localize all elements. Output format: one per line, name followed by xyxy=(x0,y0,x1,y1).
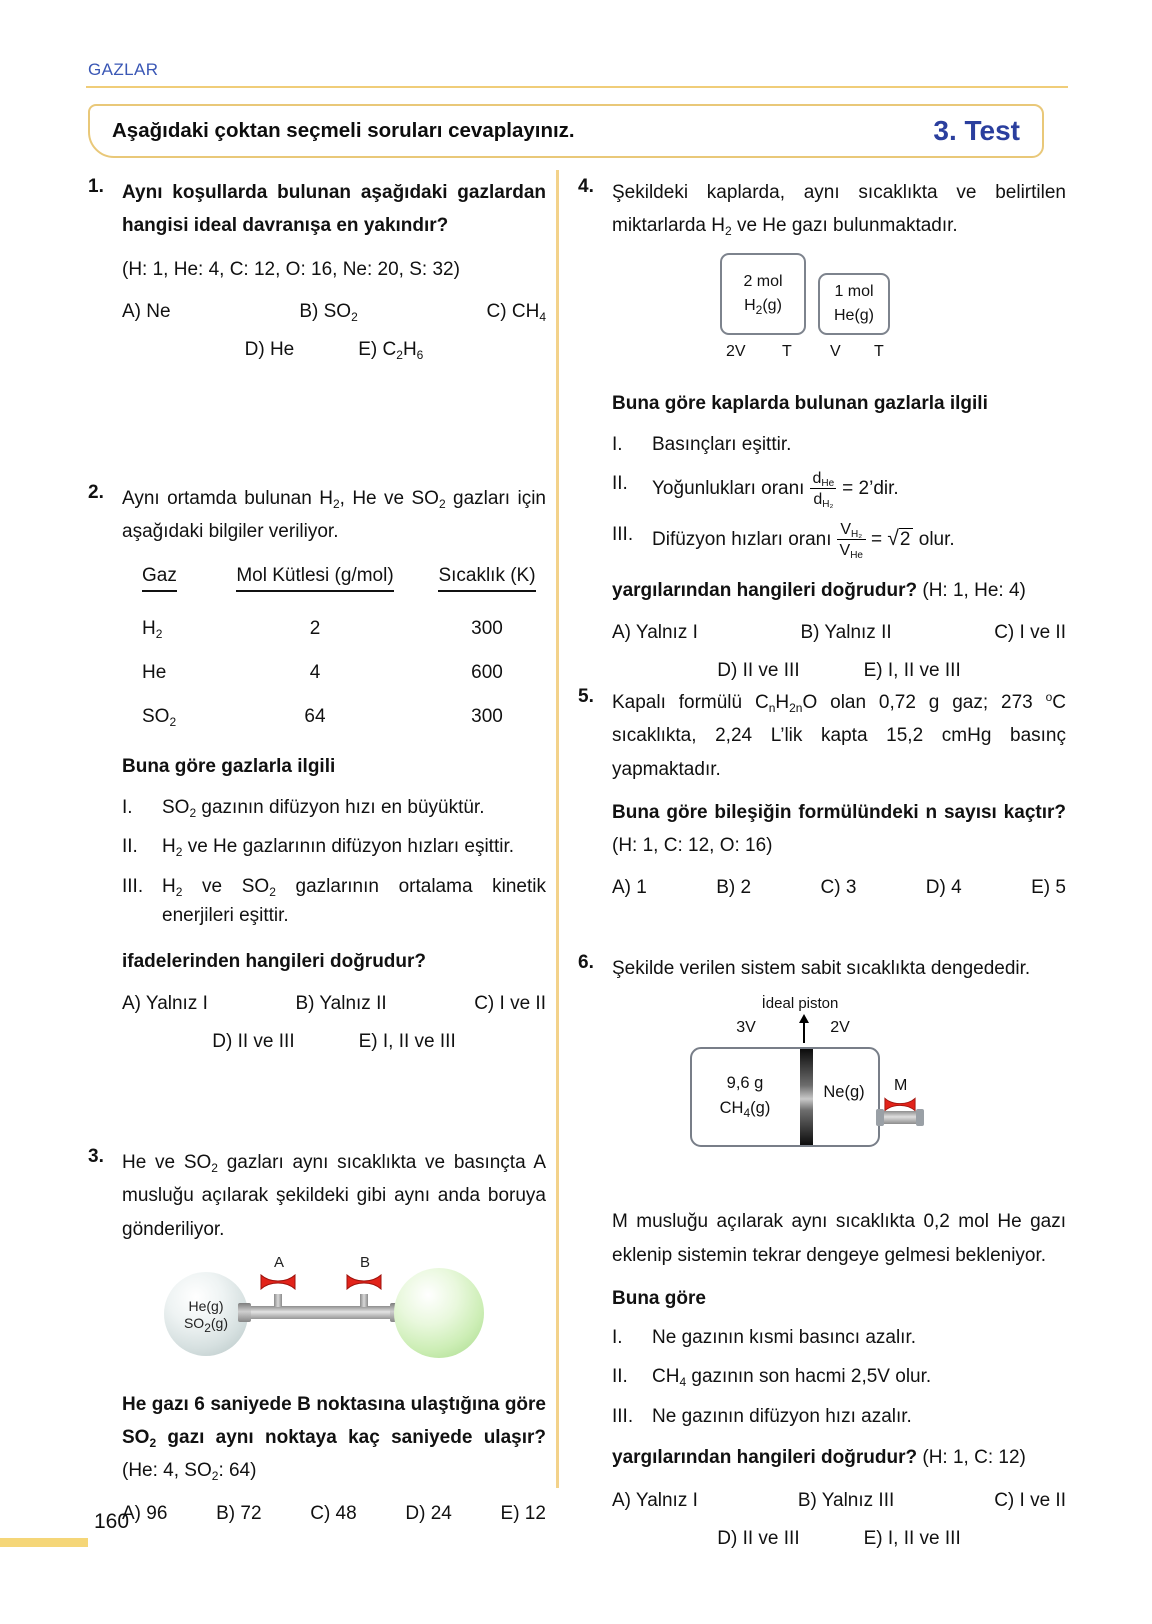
container-h2 xyxy=(720,253,806,335)
container-label: 2 mol xyxy=(743,272,783,290)
volume-label: V xyxy=(830,342,841,360)
option-c: C) I ve II xyxy=(994,1489,1066,1511)
option-d: D) 4 xyxy=(925,877,962,899)
piston-arrow-icon xyxy=(803,1017,805,1043)
ask-bold: He gazı 6 saniyede B noktasına ulaştığına göre $SO_2$ gazı aynı noktaya kaç saniyede ulaşır? xyxy=(122,1393,546,1450)
lead-text: Buna göre xyxy=(612,1287,706,1309)
question-ask xyxy=(122,1388,546,1488)
roman-numeral: I. xyxy=(612,1327,623,1348)
roman-item xyxy=(122,793,546,822)
valve-m-cap xyxy=(876,1109,884,1126)
question-number: 3. xyxy=(88,1146,104,1167)
item-text: Ne gazının kısmi basıncı azalır. xyxy=(652,1327,917,1348)
item-text: Yoğunlukları oranı $\frac{d_{He}}{d_{H_2}}$ = 2’dir. xyxy=(652,470,899,511)
pipe-flange xyxy=(238,1303,251,1322)
item-text: Ne gazının difüzyon hızı azalır. xyxy=(652,1405,912,1427)
option-b: B) 2 xyxy=(716,877,752,899)
option-e: E) I, II ve III xyxy=(863,1527,961,1549)
item-text: $SO_2$ gazının difüzyon hızı en büyüktür. xyxy=(162,796,485,820)
empty-flask xyxy=(394,1268,484,1358)
given-values: (He: 4, $SO_2$: 64) xyxy=(122,1460,257,1484)
option-c: C) I ve II xyxy=(994,622,1066,644)
table-cell: He xyxy=(142,661,167,683)
valve-m-cap xyxy=(916,1109,924,1126)
question-number: 4. xyxy=(578,176,594,197)
table-row xyxy=(142,618,546,640)
options-row xyxy=(612,655,1066,687)
volume-label-left: 3V xyxy=(736,1019,756,1037)
question-6 xyxy=(578,952,1066,1555)
valve-m-label: M xyxy=(894,1077,908,1095)
table-cell: $SO_2$ xyxy=(142,705,177,729)
option-c: C) 48 xyxy=(310,1502,357,1524)
chamber-left-label: 9,6 g $CH_4(g)$ xyxy=(719,1074,771,1120)
option-b: B) $SO_2$ xyxy=(299,300,358,324)
diffusion-ratio-fraction: $\frac{V_{H_2}}{V_{He}}$ xyxy=(837,520,866,560)
option-c: C) $CH_4$ xyxy=(486,300,546,324)
container-he xyxy=(818,273,890,335)
question-3 xyxy=(88,1146,546,1530)
option-c: C) I ve II xyxy=(474,992,546,1014)
roman-numeral: I. xyxy=(122,796,133,818)
roman-numeral: III. xyxy=(612,1405,634,1427)
roman-item xyxy=(612,1323,1066,1352)
table-cell: 64 xyxy=(304,705,326,727)
ask-bold: yargılarından hangileri doğrudur? xyxy=(612,1447,918,1469)
question-stem: Şekilde verilen sistem sabit sıcaklıkta dengededir. xyxy=(612,958,1031,979)
table-header: Gaz xyxy=(142,565,212,592)
footer-accent-bar xyxy=(0,1538,88,1547)
gas-table xyxy=(142,565,546,728)
question-ask: ifadelerinden hangileri doğrudur? xyxy=(122,950,427,972)
containers-diagram xyxy=(578,253,1066,375)
piston-label: İdeal piston xyxy=(761,995,839,1013)
options-row xyxy=(122,1498,546,1530)
question-number: 2. xyxy=(88,482,104,503)
roman-numeral: II. xyxy=(122,836,138,858)
piston-system-diagram xyxy=(578,995,1066,1195)
valve-b xyxy=(346,1274,382,1307)
question-5 xyxy=(578,686,1066,905)
question-1 xyxy=(88,176,546,366)
table-cell: 4 xyxy=(309,661,321,683)
valve-b-label: B xyxy=(360,1253,371,1271)
flask-pipe-diagram xyxy=(88,1253,546,1374)
roman-numeral: II. xyxy=(612,473,628,495)
volume-label: 2V xyxy=(726,342,746,360)
item-text: $CH_4$ gazının son hacmi 2,5V olur. xyxy=(652,1366,932,1390)
table-cell: $H_2$ xyxy=(142,617,163,641)
valve-stem xyxy=(274,1294,282,1307)
option-a: A) 1 xyxy=(612,877,647,899)
option-e: E) 12 xyxy=(500,1502,546,1524)
roman-item xyxy=(122,872,546,931)
options-row xyxy=(612,1485,1066,1517)
options-row xyxy=(122,296,546,328)
options-row xyxy=(122,988,546,1020)
page-number: 160 xyxy=(94,1510,130,1533)
table-row xyxy=(142,662,546,684)
volume-label-right: 2V xyxy=(830,1019,850,1037)
roman-item xyxy=(612,520,1066,560)
roman-item xyxy=(122,832,546,861)
roman-item xyxy=(612,1402,1066,1431)
options-row xyxy=(122,334,546,366)
question-ask xyxy=(612,574,1066,607)
table-header-row xyxy=(142,565,546,592)
ask-bold: yargılarından hangileri doğrudur? xyxy=(612,579,918,601)
lead-text: Buna göre kaplarda bulunan gazlarla ilgili xyxy=(612,392,988,414)
section-rule xyxy=(86,86,1068,88)
option-e: E) $C_2H_6$ xyxy=(358,339,424,363)
roman-numeral: III. xyxy=(122,875,144,897)
option-a: A) 96 xyxy=(122,1502,168,1524)
valve-a-label: A xyxy=(274,1253,285,1271)
given-values: (H: 1, C: 12, O: 16) xyxy=(612,835,773,856)
question-ask xyxy=(612,796,1066,863)
table-row xyxy=(142,706,546,728)
option-d: D) 24 xyxy=(405,1502,452,1524)
instruction-box xyxy=(88,104,1044,158)
valve-a xyxy=(260,1274,296,1307)
option-a: A) Yalnız I xyxy=(612,622,698,644)
valve-icon xyxy=(346,1274,382,1290)
question-stem: Şekildeki kaplarda, aynı sıcaklıkta ve belirtilen miktarlarda $H_2$ ve He gazı bulunmaktadır. xyxy=(612,182,1066,239)
temperature-label: T xyxy=(874,342,884,360)
test-badge: 3. Test xyxy=(933,115,1020,146)
question-ask xyxy=(612,1441,1066,1474)
table-header: Mol Kütlesi (g/mol) xyxy=(220,565,410,592)
option-d: D) II ve III xyxy=(717,660,800,682)
table-cell: 300 xyxy=(471,705,503,727)
question-number: 1. xyxy=(88,176,104,197)
question-number: 5. xyxy=(578,686,594,707)
container-label: He(g) xyxy=(833,306,874,324)
roman-item xyxy=(612,1362,1066,1391)
roman-item xyxy=(612,469,1066,509)
container-label: 1 mol xyxy=(834,282,874,300)
question-4 xyxy=(578,176,1066,688)
question-2 xyxy=(88,482,546,1058)
table-header: Sıcaklık (K) xyxy=(418,565,556,592)
connecting-pipe xyxy=(244,1306,398,1319)
question-stem: Aynı ortamda bulunan $H_2$, He ve $SO_2$ gazları için aşağıdaki bilgiler veriliyor. xyxy=(122,488,546,543)
temperature-label: T xyxy=(782,342,792,360)
question-number: 6. xyxy=(578,952,594,973)
option-b: B) Yalnız II xyxy=(295,992,387,1014)
column-divider xyxy=(556,170,559,1488)
gas-flask-mixture xyxy=(164,1272,248,1356)
options-row xyxy=(612,1523,1066,1555)
option-a: A) Ne xyxy=(122,300,171,322)
valve-icon xyxy=(884,1097,916,1112)
option-a: A) Yalnız I xyxy=(612,1489,698,1511)
question-stem: Kapalı formülü $C_nH_{2n}O$ olan 0,72 g gaz; 273 $^o$C sıcaklıkta, 2,24 L’lik kapta 15,2 cmHg basınç yapmaktadır. xyxy=(612,690,1066,780)
question-body: M musluğu açılarak aynı sıcaklıkta 0,2 mol He gazı eklenip sistemin tekrar dengeye gelmesi bekleniyor. xyxy=(612,1211,1066,1266)
options-row xyxy=(612,617,1066,649)
option-d: D) He xyxy=(244,339,295,361)
option-b: B) Yalnız II xyxy=(800,622,892,644)
container-label: $H_2(g)$ xyxy=(744,296,782,317)
question-stem: Aynı koşullarda bulunan aşağıdaki gazlardan hangisi ideal davranışa en yakındır? xyxy=(122,182,546,237)
option-d: D) II ve III xyxy=(717,1527,800,1549)
roman-numeral: III. xyxy=(612,523,634,545)
question-stem: He ve $SO_2$ gazları aynı sıcaklıkta ve basınçta A musluğu açılarak şekildeki gibi aynı anda boruya gönderiliyor. xyxy=(122,1152,546,1240)
table-cell: 600 xyxy=(471,661,503,683)
valve-stem xyxy=(360,1294,368,1307)
option-b: B) 72 xyxy=(216,1502,262,1524)
given-values: (H: 1, He: 4) xyxy=(917,579,1026,601)
option-a: A) Yalnız I xyxy=(122,992,208,1014)
option-c: C) 3 xyxy=(820,877,857,899)
option-e: E) I, II ve III xyxy=(358,1031,456,1053)
piston-bar xyxy=(800,1049,813,1145)
option-e: E) 5 xyxy=(1031,877,1066,899)
sqrt-expression: = √2 olur. xyxy=(871,526,955,550)
item-text: $H_2$ ve $SO_2$ gazlarının ortalama kinetik enerjileri eşittir. xyxy=(162,875,546,927)
chamber-right-label: Ne(g) xyxy=(823,1083,865,1102)
item-text: $H_2$ ve He gazlarının difüzyon hızları eşittir. xyxy=(162,836,515,860)
item-text: Basınçları eşittir. xyxy=(652,433,792,455)
section-label: GAZLAR xyxy=(88,60,159,79)
given-values: (H: 1, He: 4, C: 12, O: 16, Ne: 20, S: 32) xyxy=(122,258,460,280)
option-b: B) Yalnız III xyxy=(797,1489,895,1511)
roman-item xyxy=(612,430,1066,459)
item-text: Difüzyon hızları oranı $\frac{V_{H_2}}{V_{He}}$ = √2 olur. xyxy=(652,520,955,561)
ask-bold: Buna göre bileşiğin formülündeki n sayısı kaçtır? xyxy=(612,801,1066,823)
roman-numeral: II. xyxy=(612,1366,628,1388)
given-values: (H: 1, C: 12) xyxy=(917,1447,1026,1469)
instruction-text: Aşağıdaki çoktan seçmeli soruları cevaplayınız. xyxy=(112,119,575,142)
table-cell: 2 xyxy=(309,617,321,639)
roman-numeral: I. xyxy=(612,433,623,455)
option-e: E) I, II ve III xyxy=(863,660,961,682)
option-d: D) II ve III xyxy=(212,1031,295,1053)
valve-icon xyxy=(260,1274,296,1290)
options-row xyxy=(612,872,1066,904)
gas-chamber xyxy=(690,1047,880,1147)
density-ratio-fraction: $\frac{d_{He}}{d_{H_2}}$ xyxy=(809,469,837,509)
table-cell: 300 xyxy=(471,617,503,639)
flask-label: He(g) $SO_2(g)$ xyxy=(183,1297,229,1336)
lead-text: Buna göre gazlarla ilgili xyxy=(122,755,336,777)
options-row xyxy=(122,1026,546,1058)
